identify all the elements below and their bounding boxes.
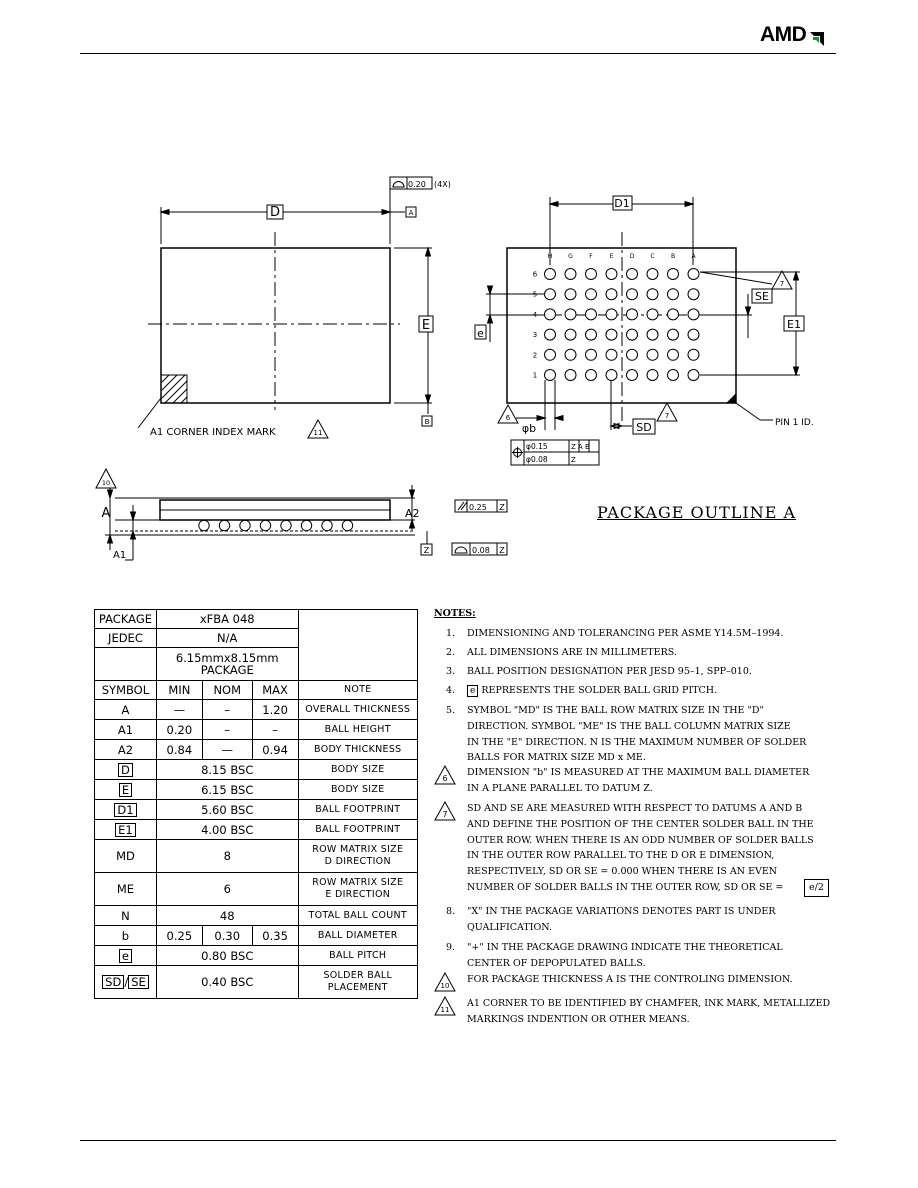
side-solder-ball xyxy=(219,520,229,530)
package-outline-title: PACKAGE OUTLINE A xyxy=(597,503,797,522)
side-solder-ball xyxy=(342,520,352,530)
table-row: A1 0.20 – – BALL HEIGHT xyxy=(95,720,418,740)
tri11-text: 11 xyxy=(313,429,323,437)
solder-ball xyxy=(647,309,658,320)
table-row: A — – 1.20 OVERALL THICKNESS xyxy=(95,700,418,720)
svg-text:B: B xyxy=(424,418,430,426)
d-label: D xyxy=(269,205,281,220)
solder-ball xyxy=(668,289,679,300)
solder-ball xyxy=(627,269,638,280)
row-label: 2 xyxy=(532,351,538,360)
tri6-text: 6 xyxy=(505,414,511,422)
a1-corner-index-label: A1 CORNER INDEX MARK xyxy=(150,427,276,438)
side-solder-ball xyxy=(281,520,291,530)
solder-ball xyxy=(606,289,617,300)
e-half-box: e/2 xyxy=(804,879,829,897)
solder-ball xyxy=(627,309,638,320)
side-solder-ball xyxy=(260,520,270,530)
package-value: xFBA 048 xyxy=(156,610,298,629)
solder-ball xyxy=(688,349,699,360)
dimension-table xyxy=(94,609,418,999)
table-row: MD 8 ROW MATRIX SIZE D DIRECTION xyxy=(95,840,418,873)
column-label: H xyxy=(547,253,553,260)
column-label: C xyxy=(650,253,655,260)
footer-rule xyxy=(80,1140,836,1141)
logo-text: AMD xyxy=(760,23,807,46)
e1-label: E1 xyxy=(787,318,801,331)
header-row: SYMBOL MIN NOM MAX NOTE xyxy=(95,681,418,700)
notes-section: NOTES: 1. DIMENSIONING AND TOLERANCING PER ASME Y14.5M–1994. 2. ALL DIMENSIONS ARE IN MILLIMETERS. 3. BALL POSITION DESIGNATION PER JESD 95–1, SPP–010. 4. e REPRESENTS THE SOLDER BALL GRID PITCH. 5. SYMBOL "MD" IS THE BALL ROW MATRIX SIZE IN THE "D" DIRECTION. SYMBOL "ME" IS THE BALL COLUMN MATRIX SIZE IN THE "E" DIRECTION. N IS THE MAXIMUM NUMBER OF SOLDER BALLS FOR MATRIX SIZE MD x ME. 6 DIMENSION "b" IS MEASURED AT THE MAXIMUM BALL DIAMETER IN A PLANE PARALLEL TO DATUM Z. 7 SD AND SE ARE MEASURED WITH RESPECT TO DATUMS A AND B AND DEFINE THE POSITION OF THE CENTER SOLDER BALL IN THE OUTER ROW. WHEN THERE IS AN ODD NUMBER OF SOLDER BALLS IN THE OUTER ROW PARALLEL TO THE D OR E DIMENSION, RESPECTIVELY, SD OR SE = 0.000 WHEN THERE IS AN EVEN NUMBER OF SOLDER BALLS IN THE OUTER ROW, SD OR SE = e/2 8. "X" IN THE PACKAGE VARIATIONS DENOTES PART IS UNDER QUALIFICATION. 9. "+" IN THE PACKAGE DRAWING INDICATE THE THEORETICAL CENTER OF DEPOPULATED BALLS. 10 FOR PACKAGE THICKNESS A IS THE CONTROLING DIMENSION. 11 A1 CORNER TO BE IDENTIFIED BY CHAMFER, INK MARK, METALLIZED MARKINGS INDENTION OR OTHER MEANS. xyxy=(434,606,844,622)
tri7b-text: 7 xyxy=(779,280,785,288)
jedec-value: N/A xyxy=(156,629,298,648)
solder-ball xyxy=(606,370,617,381)
solder-ball xyxy=(545,309,556,320)
solder-ball xyxy=(647,329,658,340)
solder-ball xyxy=(565,370,576,381)
solder-ball xyxy=(606,349,617,360)
row-label: 3 xyxy=(532,331,538,340)
solder-ball xyxy=(586,370,597,381)
solder-ball xyxy=(565,349,576,360)
solder-ball xyxy=(627,349,638,360)
solder-ball xyxy=(545,329,556,340)
notes-heading: NOTES: xyxy=(434,608,476,619)
pos2-ref: Z xyxy=(571,456,576,464)
solder-ball xyxy=(627,289,638,300)
table-row: b 0.25 0.30 0.35 BALL DIAMETER xyxy=(95,926,418,946)
solder-ball xyxy=(647,349,658,360)
solder-ball xyxy=(688,370,699,381)
solder-ball xyxy=(586,289,597,300)
solder-ball xyxy=(606,269,617,280)
note6-triangle-icon xyxy=(434,765,456,785)
solder-ball xyxy=(668,269,679,280)
pin1-label: PIN 1 ID. xyxy=(775,418,814,428)
side-a-label: A xyxy=(101,506,111,521)
parallel-value: 0.25 xyxy=(469,503,487,512)
svg-text:7: 7 xyxy=(442,810,448,819)
note7-triangle-icon xyxy=(434,801,456,821)
solder-ball xyxy=(565,329,576,340)
d1-label: D1 xyxy=(614,197,630,210)
sd-label: SD xyxy=(636,421,652,434)
solder-ball xyxy=(545,349,556,360)
flatness-value: 0.20 xyxy=(408,180,426,189)
e-label: E xyxy=(421,318,431,333)
solder-ball xyxy=(627,329,638,340)
column-label: E xyxy=(609,253,614,260)
side-solder-ball xyxy=(240,520,250,530)
solder-ball xyxy=(647,370,658,381)
solder-ball xyxy=(606,309,617,320)
solder-ball xyxy=(545,370,556,381)
solder-ball xyxy=(586,349,597,360)
solder-ball xyxy=(688,289,699,300)
table-row: ME 6 ROW MATRIX SIZE E DIRECTION xyxy=(95,873,418,906)
solder-ball xyxy=(565,269,576,280)
solder-ball xyxy=(545,289,556,300)
solder-ball xyxy=(586,269,597,280)
svg-text:11: 11 xyxy=(440,1006,450,1014)
column-label: F xyxy=(589,253,593,260)
table-row: E1 4.00 BSC BALL FOOTPRINT xyxy=(95,820,418,840)
pos1-value: φ0.15 xyxy=(526,442,548,451)
flat2-value: 0.08 xyxy=(472,546,490,555)
solder-ball xyxy=(586,329,597,340)
svg-text:10: 10 xyxy=(440,982,450,990)
solder-ball xyxy=(668,329,679,340)
column-label: B xyxy=(670,253,676,260)
package-size: 6.15mmx8.15mm PACKAGE xyxy=(156,648,298,681)
column-label: A xyxy=(691,253,696,260)
package-label: PACKAGE xyxy=(95,610,157,629)
solder-ball xyxy=(545,269,556,280)
solder-ball xyxy=(565,289,576,300)
table-row: D 8.15 BSC BODY SIZE xyxy=(95,760,418,780)
side-solder-ball xyxy=(301,520,311,530)
solder-ball xyxy=(688,329,699,340)
solder-ball xyxy=(647,289,658,300)
tri10-text: 10 xyxy=(101,479,111,487)
e-pitch-label: e xyxy=(477,327,484,340)
solder-ball xyxy=(606,329,617,340)
pos1-ref: Z A B xyxy=(571,443,590,451)
solder-ball xyxy=(647,269,658,280)
table-row: SD / SE 0.40 BSC SOLDER BALL PLACEMENT xyxy=(95,966,418,999)
table-row: N 48 TOTAL BALL COUNT xyxy=(95,906,418,926)
jedec-label: JEDEC xyxy=(95,629,157,648)
row-label: 1 xyxy=(532,371,538,380)
table-row: E 6.15 BSC BODY SIZE xyxy=(95,780,418,800)
column-label: D xyxy=(629,253,635,260)
side-view-balls xyxy=(199,520,353,530)
b-label: φb xyxy=(521,422,537,435)
solder-ball xyxy=(627,370,638,381)
solder-ball xyxy=(565,309,576,320)
solder-ball xyxy=(668,370,679,381)
solder-ball xyxy=(668,309,679,320)
datum-a: A xyxy=(408,209,414,217)
side-solder-ball xyxy=(322,520,332,530)
solder-ball xyxy=(668,349,679,360)
table-row: A2 0.84 — 0.94 BODY THICKNESS xyxy=(95,740,418,760)
side-solder-ball xyxy=(199,520,209,530)
row-label: 4 xyxy=(532,310,538,319)
solder-ball xyxy=(688,269,699,280)
note10-triangle-icon xyxy=(434,972,456,992)
table-row: D1 5.60 BSC BALL FOOTPRINT xyxy=(95,800,418,820)
flat2-datum: Z xyxy=(499,546,505,555)
row-label: 6 xyxy=(532,270,538,279)
solder-ball xyxy=(586,309,597,320)
flatness-count: (4X) xyxy=(434,180,451,189)
parallel-datum: Z xyxy=(499,503,505,512)
pos2-value: φ0.08 xyxy=(526,455,548,464)
column-label: G xyxy=(568,253,573,260)
svg-text:6: 6 xyxy=(442,774,448,783)
se-label: SE xyxy=(755,290,769,303)
table-row: e 0.80 BSC BALL PITCH xyxy=(95,946,418,966)
side-a1-label: A1 xyxy=(113,550,127,561)
datum-z: Z xyxy=(423,546,430,555)
note11-triangle-icon xyxy=(434,996,456,1016)
solder-ball xyxy=(688,309,699,320)
tri7-text: 7 xyxy=(664,412,670,420)
side-a2-label: A2 xyxy=(405,507,420,520)
row-label: 5 xyxy=(532,290,538,299)
